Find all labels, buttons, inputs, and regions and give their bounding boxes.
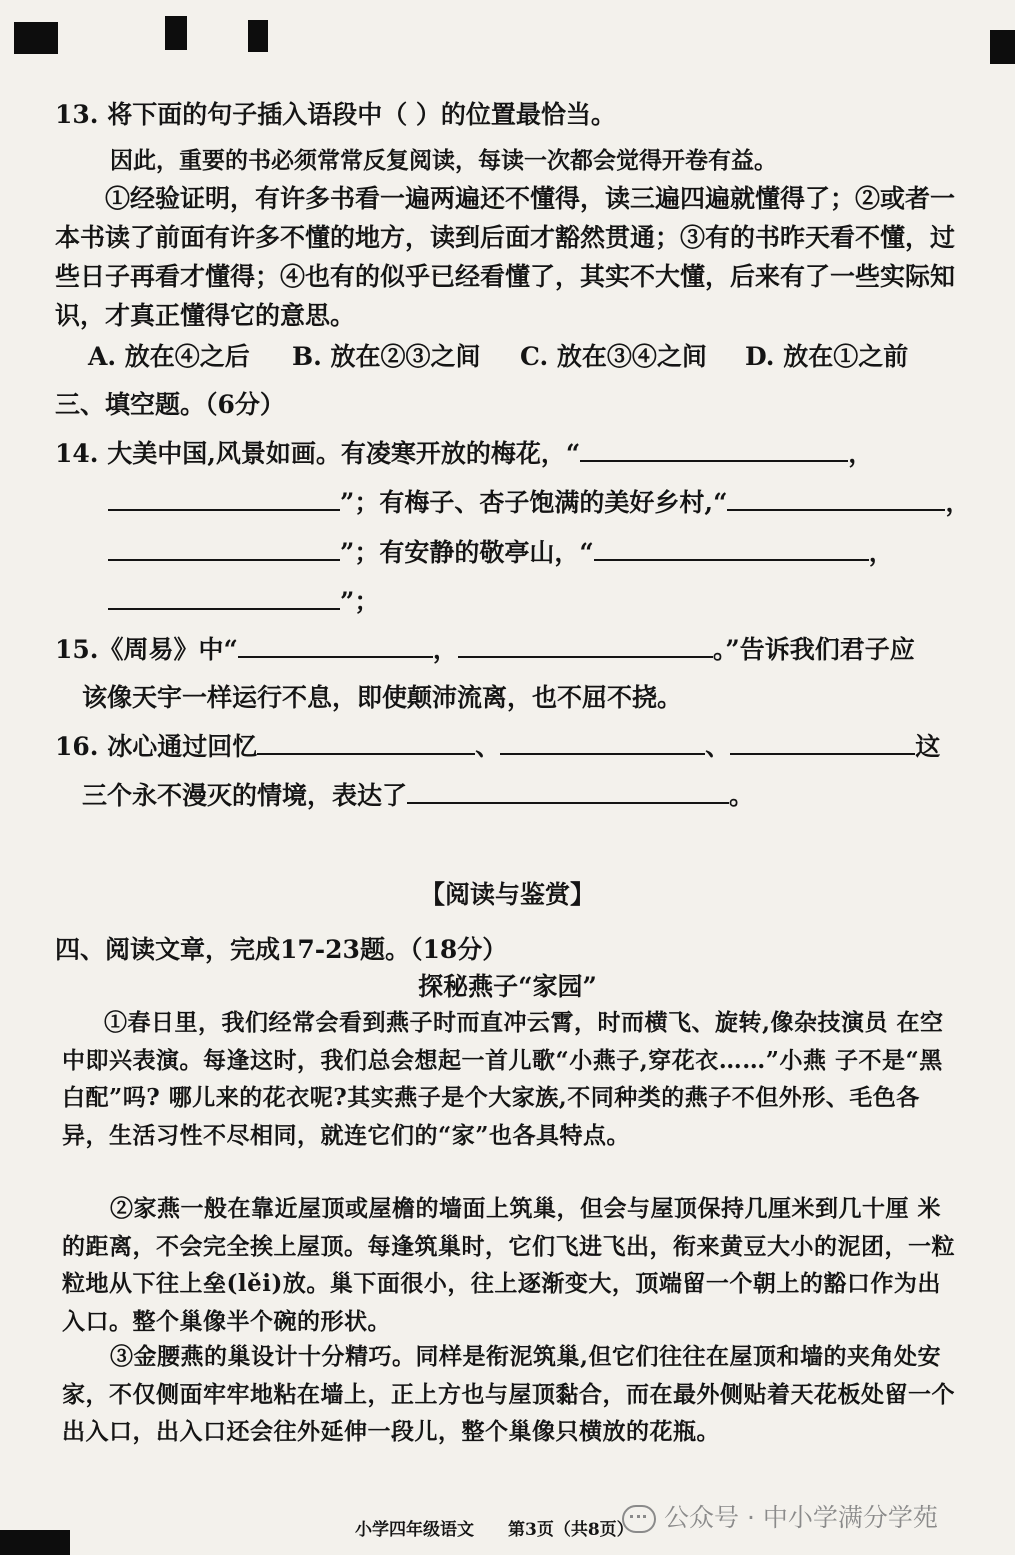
q14-punct: ， xyxy=(868,538,894,567)
q13-option-d: D. 放在①之前 xyxy=(745,342,909,371)
q14-punct: ， xyxy=(945,488,971,517)
q16-punct: 。 xyxy=(729,781,755,810)
q14-line-3 xyxy=(108,533,894,569)
q15-line-2: 该像天宇一样运行不息，即使颠沛流离，也不屈不挠。 xyxy=(82,683,683,712)
answer-blank[interactable] xyxy=(730,731,915,755)
q14-text: 14. 大美中国,风景如画。有凌寒开放的梅花，“ xyxy=(55,439,581,468)
watermark-text: 公众号 · 中小学满分学苑 xyxy=(664,1503,938,1532)
q13-sentence: 因此，重要的书必须常常反复阅读，每读一次都会觉得开卷有益。 xyxy=(110,147,777,174)
article-paragraph-3: ③金腰燕的巢设计十分精巧。同样是衔泥筑巢,但它们往往在屋顶和墙的夹角处安家，不仅侧面牢牢地粘在墙上，正上方也与屋顶黏合，而在最外侧贴着天花板处留一个出入口，出入口还会往外延伸一段儿，整个巢像只横放的花瓶。 xyxy=(62,1343,955,1445)
q14-line-1 xyxy=(55,434,873,470)
q13-option-b: B. 放在②③之间 xyxy=(292,342,481,371)
watermark xyxy=(622,1498,938,1534)
q16-text: 16. 冰心通过回忆 xyxy=(55,732,258,761)
answer-blank[interactable] xyxy=(727,487,945,511)
answer-blank[interactable] xyxy=(580,438,848,462)
q13-option-c: C. 放在③④之间 xyxy=(520,342,707,371)
q14-text: ”；有安静的敬亭山，“ xyxy=(340,538,594,567)
wechat-icon xyxy=(622,1505,656,1533)
q14-text: ”； xyxy=(340,587,380,616)
article-paragraph-1: ①春日里，我们经常会看到燕子时而直冲云霄，时而横飞、旋转,像杂技演员 在空中即兴表演。每逢这时，我们总会想起一首儿歌“小燕子,穿花衣……”小燕 子不是“黑白配”吗? 哪儿来的花衣呢?其实燕子是个大家族,不同种类的燕子不但外形、毛色各异，生活习性不尽相同，就连它们的“家”也各具特点。 xyxy=(62,1009,944,1149)
answer-blank[interactable] xyxy=(458,634,713,658)
q16-punct: 、 xyxy=(475,732,501,761)
q13-stem: 13. 将下面的句子插入语段中（ ）的位置最恰当。 xyxy=(55,100,616,129)
q14-line-2 xyxy=(108,483,970,519)
article-title: 探秘燕子“家园” xyxy=(418,972,597,1001)
registration-mark xyxy=(0,1530,70,1555)
answer-blank[interactable] xyxy=(238,634,433,658)
q15-punct: ， xyxy=(432,635,458,664)
q16-line-2 xyxy=(82,776,754,812)
answer-blank[interactable] xyxy=(108,537,340,561)
reading-section-title: 四、阅读文章，完成17-23题。（18分） xyxy=(55,935,508,964)
q16-punct: 、 xyxy=(705,732,731,761)
q16-text: 三个永不漫灭的情境，表达了 xyxy=(82,781,408,810)
q14-text: ”；有梅子、杏子饱满的美好乡村,“ xyxy=(340,488,728,517)
registration-mark xyxy=(248,20,268,52)
q15-text: 。”告诉我们君子应 xyxy=(712,635,915,664)
answer-blank[interactable] xyxy=(108,586,340,610)
page-footer: 小学四年级语文 第3页（共8页） xyxy=(355,1520,634,1540)
reading-header: 【阅读与鉴赏】 xyxy=(419,880,595,909)
article-paragraph-2: ②家燕一般在靠近屋顶或屋檐的墙面上筑巢，但会与屋顶保持几厘米到几十厘 米的距离，不会完全挨上屋顶。每逢筑巢时，它们飞进飞出，衔来黄豆大小的泥团，一粒粒地从下往上垒(lěi)放。巢下面很小，往上逐渐变大，顶端留一个朝上的豁口作为出入口。整个巢像半个碗的形状。 xyxy=(62,1195,955,1335)
answer-blank[interactable] xyxy=(594,537,869,561)
answer-blank[interactable] xyxy=(407,780,729,804)
q13-option-a: A. 放在④之后 xyxy=(88,342,250,371)
q13-passage: ①经验证明，有许多书看一遍两遍还不懂得，读三遍四遍就懂得了；②或者一本书读了前面有许多不懂的地方，读到后面才豁然贯通；③有的书昨天看不懂，过些日子再看才懂得；④也有的似乎已经看懂了，其实不大懂，后来有了一些实际知识，才真正懂得它的意思。 xyxy=(55,184,956,330)
section-title: 三、填空题。（6分） xyxy=(55,390,285,419)
registration-mark xyxy=(990,30,1015,64)
q14-punct: ， xyxy=(848,439,874,468)
registration-mark xyxy=(14,22,58,54)
answer-blank[interactable] xyxy=(500,731,705,755)
registration-mark xyxy=(165,16,187,50)
q16-text: 这 xyxy=(915,732,941,761)
q15-text: 15.《周易》中“ xyxy=(55,635,238,664)
answer-blank[interactable] xyxy=(257,731,475,755)
q16-line-1 xyxy=(55,727,940,763)
answer-blank[interactable] xyxy=(108,487,340,511)
q14-line-4 xyxy=(108,582,379,618)
q15-line-1 xyxy=(55,630,915,666)
